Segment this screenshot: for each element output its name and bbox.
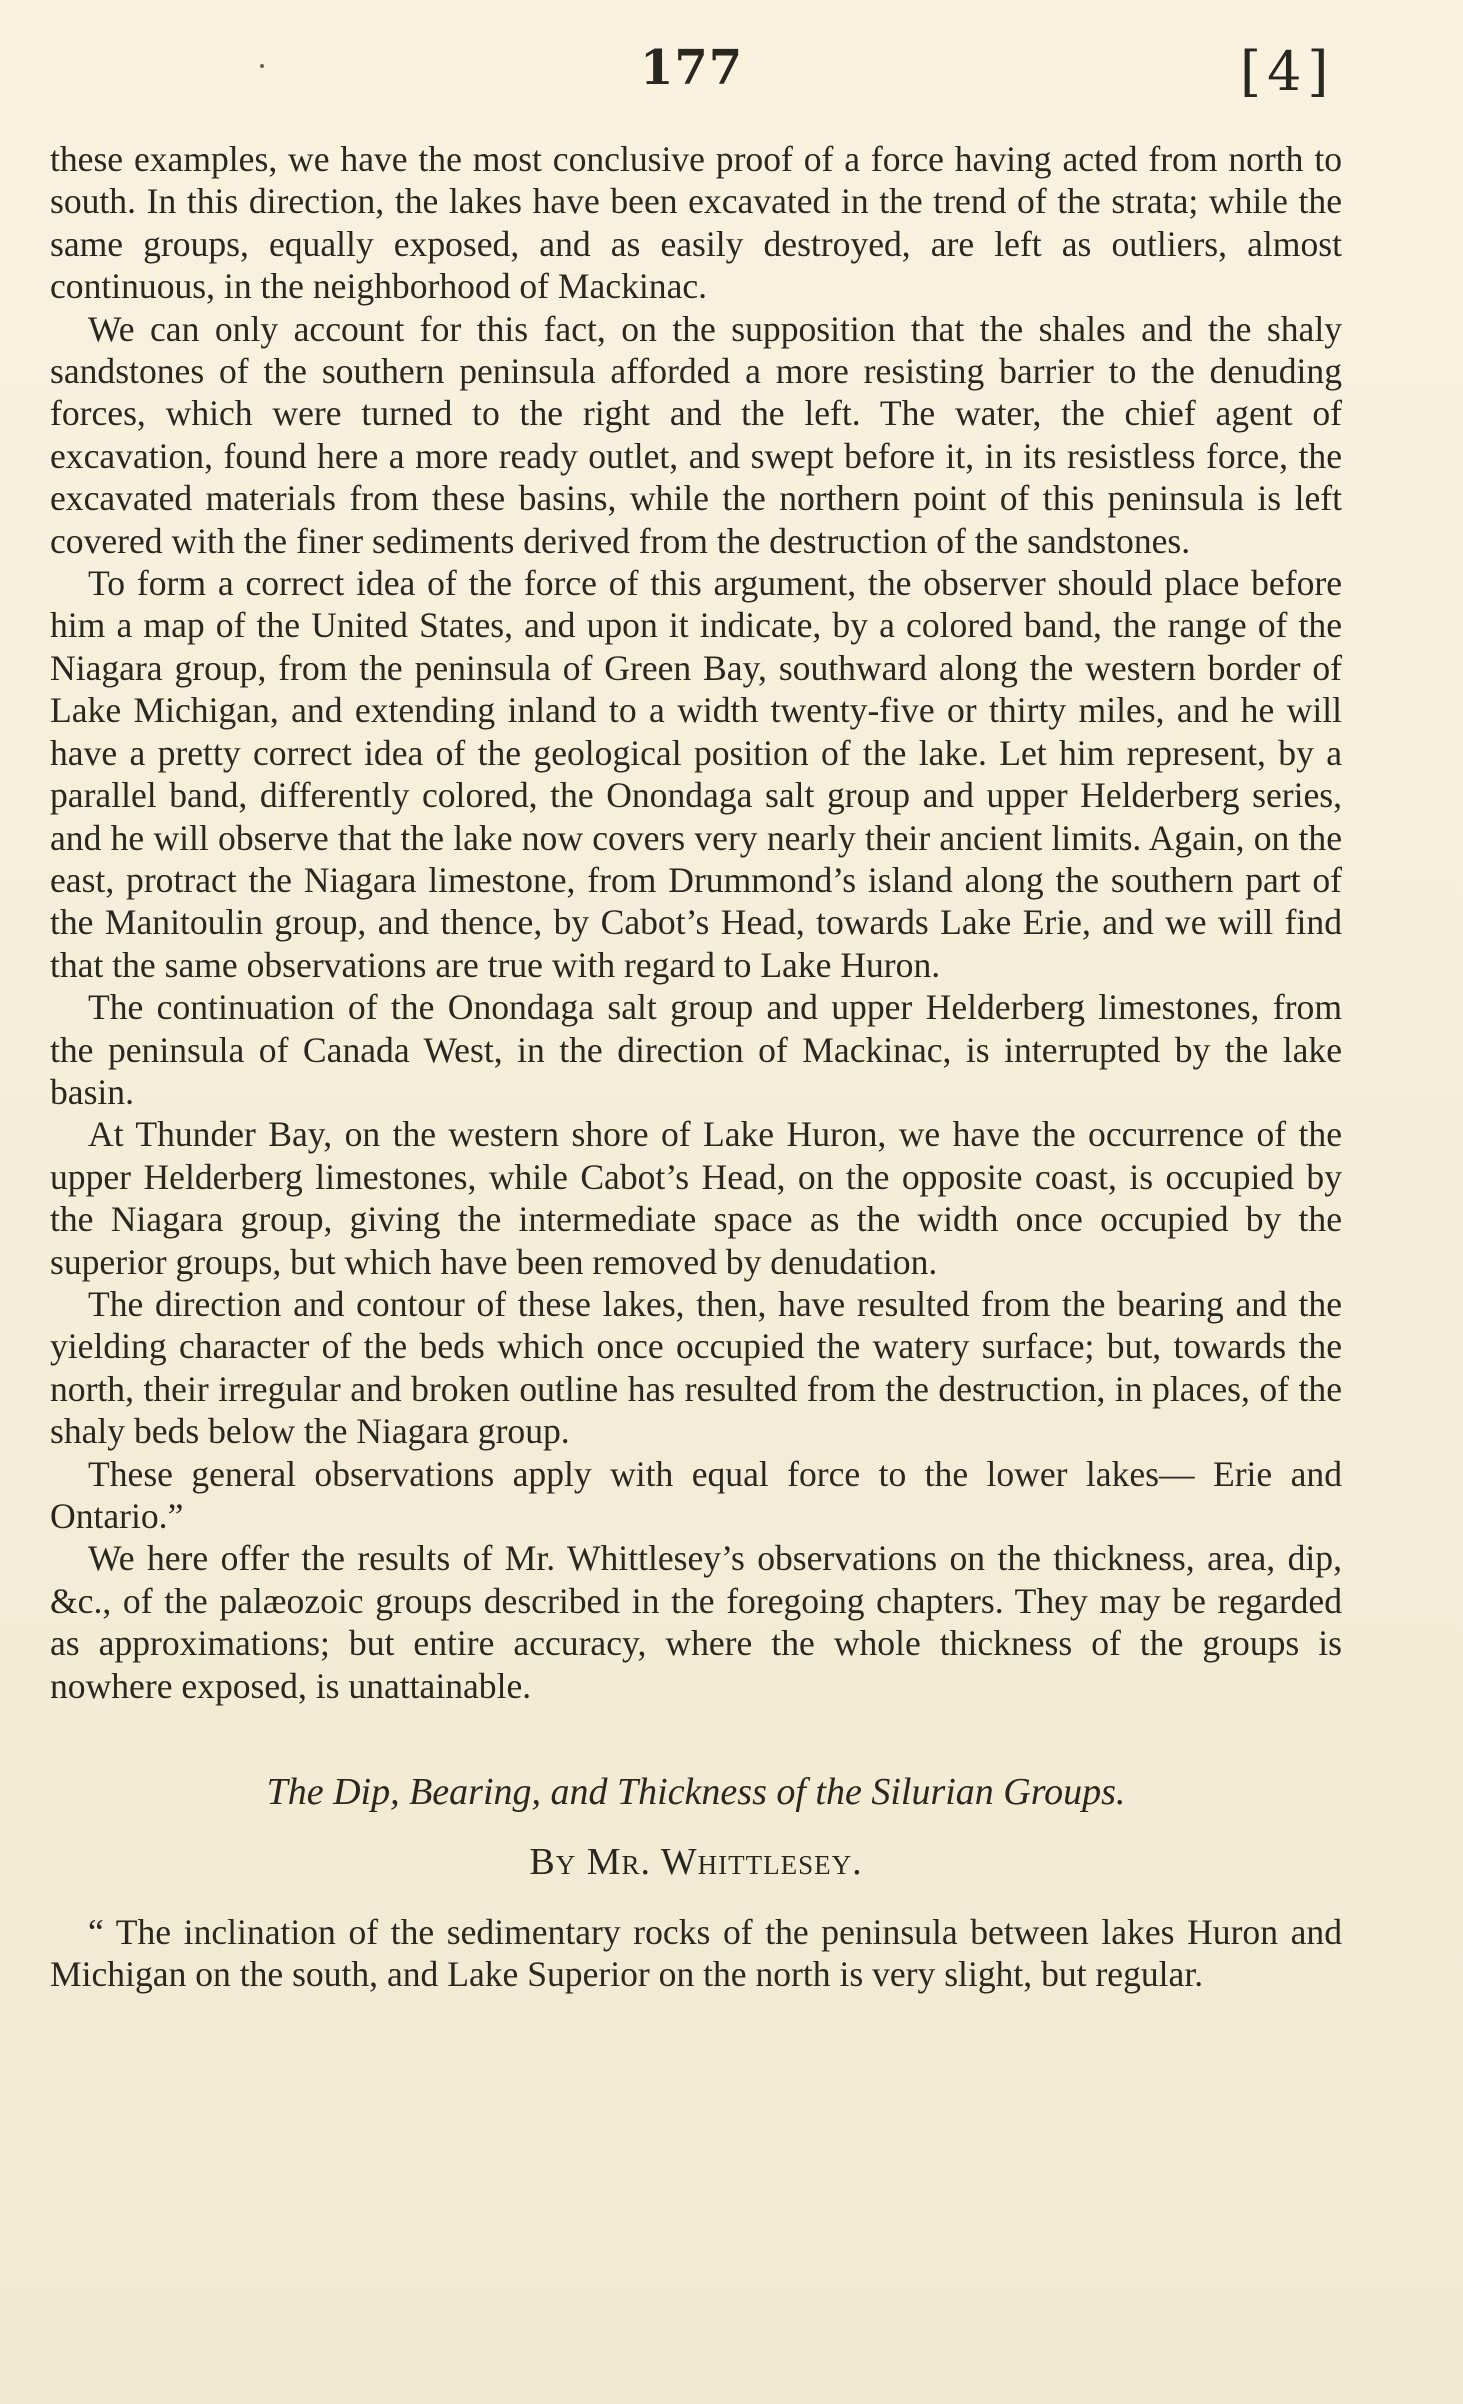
page-header (50, 40, 1350, 110)
quote-paragraph: “ The inclination of the sedimentary rocks of the peninsula between lakes Huron and Michigan on the south, and Lake Superior on the north is very slight, but regular. (50, 1912, 1342, 1995)
paragraph-3: To form a correct idea of the force of this argument, the observer should place before him a map of the United States, and upon it indicate, by a colored band, the range of the Niagara group, from the peninsula of Green Bay, southward along the western border of Lake Michigan, and extending inland to a width twenty-five or thirty miles, and he will have a pretty correct idea of the geological position of the lake. Let him represent, by a parallel band, differently colored, the Onondaga salt group and upper Helderberg series, and he will observe that the lake now covers very nearly their ancient limits. Again, on the east, protract the Niagara limestone, from Drummond’s island along the southern part of the Manitoulin group, and thence, by Cabot’s Head, towards Lake Erie, and we will find that the same observations are true with regard to Lake Huron. (50, 563, 1342, 985)
paragraph-7: These general observations apply with equal force to the lower lakes— Erie and Ontario.” (50, 1453, 1342, 1536)
paragraph-6: The direction and contour of these lakes, then, have resulted from the bearing and the yielding character of the beds which once occupied the watery surface; but, towards the north, their irregular and broken outline has resulted from the destruction, in places, of the shaly beds below the Niagara group. (50, 1283, 1342, 1452)
paragraph-2: We can only account for this fact, on the supposition that the shales and the shaly sandstones of the southern peninsula afforded a more resisting barrier to the denuding forces, which were turned to the right and the left. The water, the chief agent of excavation, found here a more ready outlet, and swept before it, in its resistless force, the excavated materials from these basins, while the northern point of this peninsula is left covered with the finer sediments derived from the destruction of the sandstones. (50, 308, 1342, 561)
paragraph-5: At Thunder Bay, on the western shore of Lake Huron, we have the occurrence of the upper Helderberg limestones, while Cabot’s Head, on the opposite coast, is occupied by the Niagara group, giving the intermediate space as the width once occupied by the superior groups, but which have been removed by denudation. (50, 1114, 1342, 1282)
quote-block (50, 1911, 1342, 1996)
section-byline: By Mr. Whittlesey. (529, 1841, 863, 1884)
paragraph-8: We here offer the results of Mr. Whittlesey’s observations on the thickness, area, dip, &c., of the palæozoic groups described in the foregoing chapters. They may be regarded as approximations; but entire accuracy, where the whole thickness of the groups is nowhere exposed, is unattainable. (50, 1538, 1342, 1706)
section-title: The Dip, Bearing, and Thickness of the Silurian Groups. (266, 1771, 1126, 1814)
paragraph-1: these examples, we have the most conclusive proof of a force having acted from north to south. In this direction, the lakes have been excavated in the trend of the strata; while the same groups, equally exposed, and as easily destroyed, are left as outliers, almost continuous, in the neighborhood of Mackinac. (50, 139, 1342, 307)
paragraph-4: The continuation of the Onondaga salt group and upper Helderberg limestones, from the peninsula of Canada West, in the direction of Mackinac, is interrupted by the lake basin. (50, 987, 1342, 1112)
page-number: 177 (640, 40, 744, 96)
page-body (50, 138, 1342, 1996)
document-number: [4] (1240, 40, 1335, 103)
header-ornament-dot (260, 64, 264, 68)
